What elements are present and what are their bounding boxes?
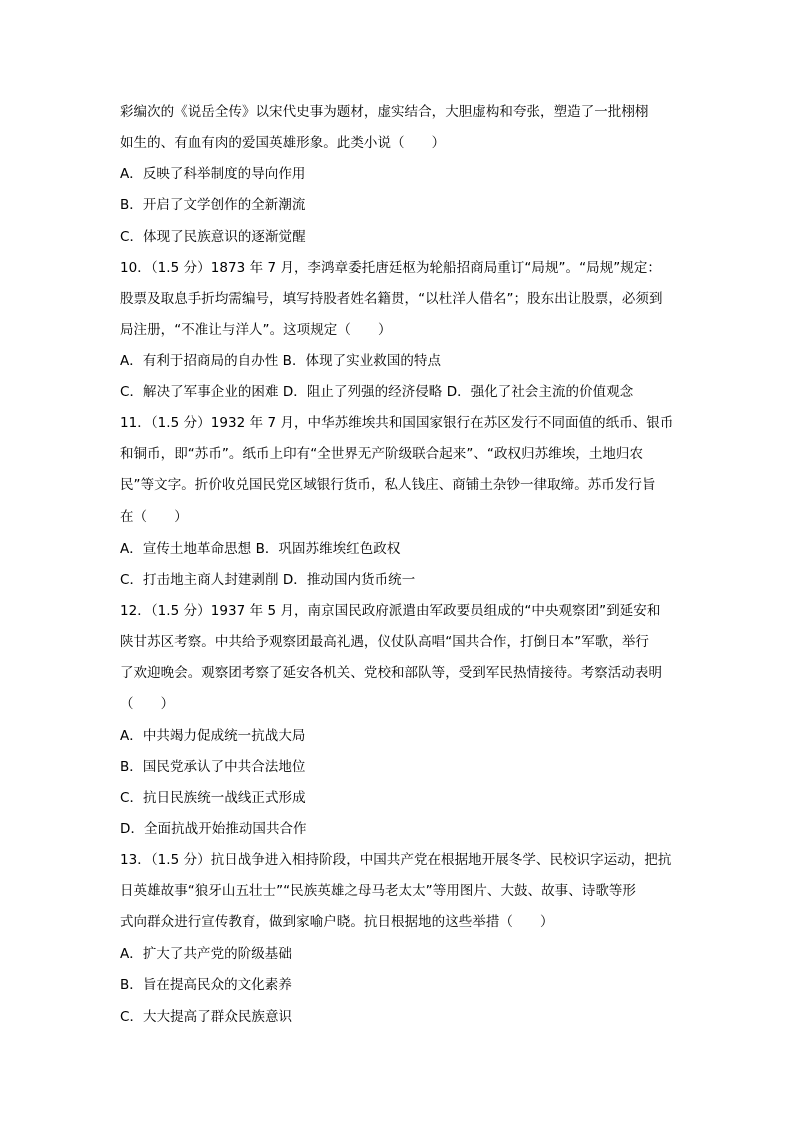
q10-stem-line-2: 股票及取息手折均需编号，填写持股者姓名籍贯，“以杜洋人借名”；股东出让股票，必须到 xyxy=(120,291,663,307)
q12-option-c: C．抗日民族统一战线正式形成 xyxy=(120,790,306,806)
q11-options-cd: C．打击地主商人封建剥削 D．推动国内货币统一 xyxy=(120,572,416,588)
q10-stem-line-3: 局注册，“不准让与洋人”。这项规定（ ） xyxy=(120,322,392,338)
q13-stem-line-2: 日英雄故事“狼牙山五壮士”“民族英雄之母马老太太”等用图片、大鼓、故事、诗歌等形 xyxy=(120,883,636,899)
q9-option-c: C．体现了民族意识的逐渐觉醒 xyxy=(120,229,306,245)
q12-option-b: B．国民党承认了中共合法地位 xyxy=(120,759,306,775)
q11-stem-line-2: 和铜币，即“苏币”。纸币上印有“全世界无产阶级联合起来”、“政权归苏维埃，土地归农 xyxy=(120,446,644,462)
q12-stem-line-1: 12．（1.5 分）1937 年 5 月，南京国民政府派遣由军政要员组成的“中央观察团”到延安和 xyxy=(120,603,661,619)
q13-option-b: B．旨在提高民众的文化素养 xyxy=(120,977,292,993)
q13-stem-line-3: 式向群众进行宣传教育，做到家喻户晓。抗日根据地的这些举措（ ） xyxy=(120,914,554,930)
q11-options-ab: A．宣传土地革命思想 B．巩固苏维埃红色政权 xyxy=(120,541,401,557)
q9-option-a: A．反映了科举制度的导向作用 xyxy=(120,166,306,182)
q11-stem-line-3: 民”等文字。折价收兑国民党区域银行货币，私人钱庄、商铺土杂钞一律取缔。苏币发行旨 xyxy=(120,477,656,493)
q12-stem-line-4: （ ） xyxy=(120,696,175,712)
q11-stem-line-4: 在（ ） xyxy=(120,509,188,525)
q10-options-ab: A．有利于招商局的自办性 B．体现了实业救国的特点 xyxy=(120,353,442,369)
q11-stem-line-1: 11．（1.5 分）1932 年 7 月，中华苏维埃共和国国家银行在苏区发行不同面值的纸币、银币 xyxy=(120,415,674,431)
q13-option-c: C．大大提高了群众民族意识 xyxy=(120,1009,293,1025)
q13-option-a: A．扩大了共产党的阶级基础 xyxy=(120,946,292,962)
q12-option-a: A．中共竭力促成统一抗战大局 xyxy=(120,728,306,744)
q12-stem-line-2: 陕甘苏区考察。中共给予观察团最高礼遇，仪仗队高唱“国共合作，打倒日本”军歌，举行 xyxy=(120,634,649,650)
q12-option-d: D．全面抗战开始推动国共合作 xyxy=(120,821,307,837)
q10-options-cd: C．解决了军事企业的困难 D．阻止了列强的经济侵略 D．强化了社会主流的价值观念 xyxy=(120,384,634,400)
q13-stem-line-1: 13．（1.5 分）抗日战争进入相持阶段，中国共产党在根据地开展冬学、民校识字运动，把抗 xyxy=(120,852,672,868)
q9-option-b: B．开启了文学创作的全新潮流 xyxy=(120,197,306,213)
q9-stem-line-1: 彩编次的《说岳全传》以宋代史事为题材，虚实结合，大胆虚构和夸张，塑造了一批栩栩 xyxy=(120,104,649,120)
q12-stem-line-3: 了欢迎晚会。观察团考察了延安各机关、党校和部队等，受到军民热情接待。考察活动表明 xyxy=(120,665,662,681)
q10-stem-line-1: 10．（1.5 分）1873 年 7 月，李鸿章委托唐廷枢为轮船招商局重订“局规”。“局规”规定： xyxy=(120,260,661,276)
q9-stem-line-2: 如生的、有血有肉的爱国英雄形象。此类小说（ ） xyxy=(120,135,446,151)
